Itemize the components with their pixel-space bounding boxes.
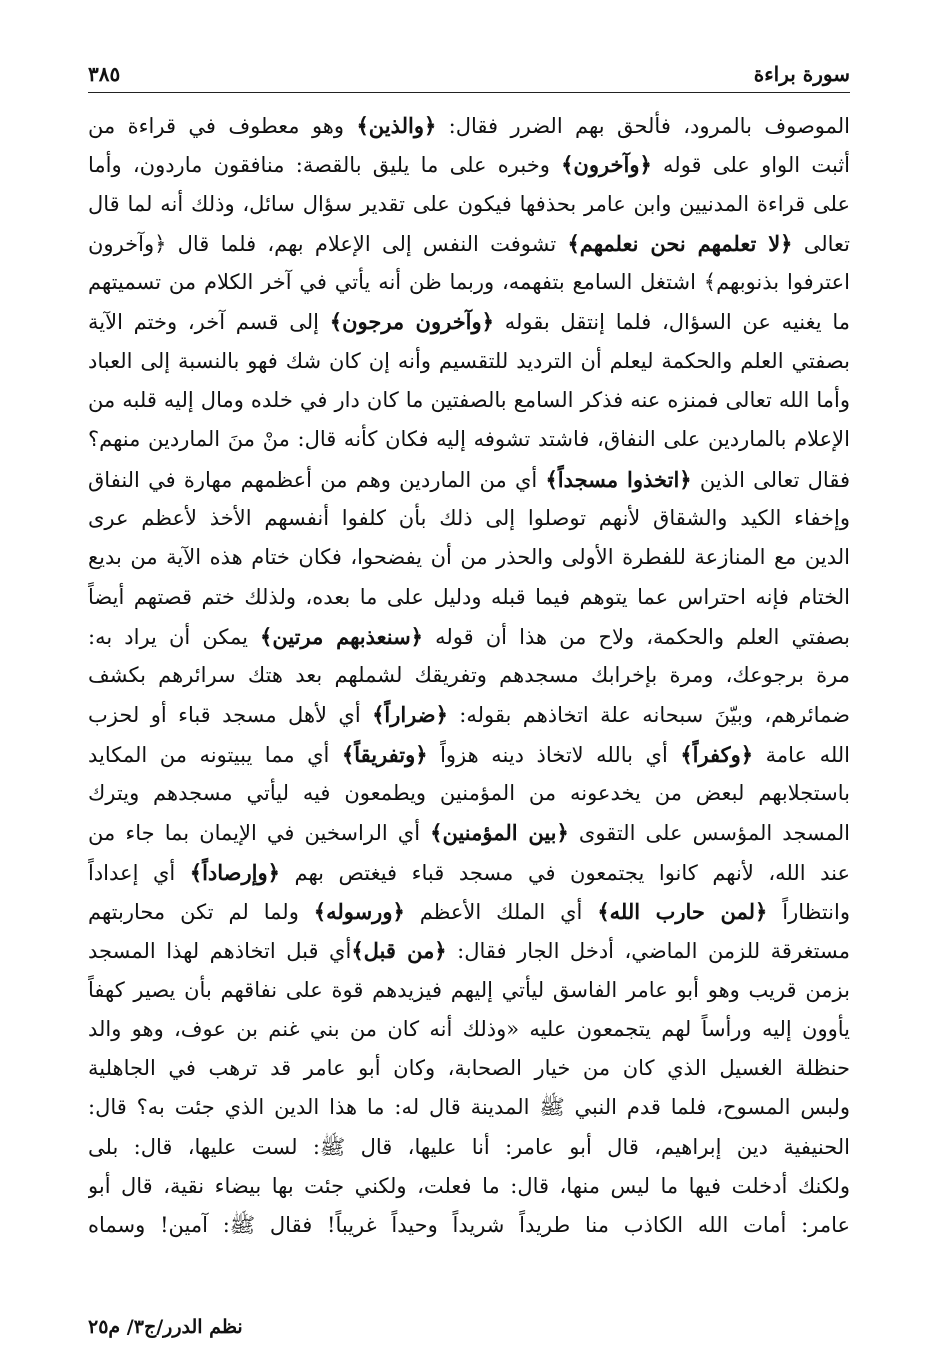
text-line: وإخفاء الكيد والشقاق لأنهم توصلوا إلى ذلك بأن كلفوا أنفسهم الأخذ لأعظم عرى [88,505,850,530]
text-line: ضمائرهم، وبيّنَ سبحانه علة اتخاذهم بقوله: ﴿ضراراً﴾ أي لأهل مسجد قباء أو لحزب [88,702,850,728]
text-line: فقال تعالى الذين ﴿اتخذوا مسجداً﴾ أي من الماردين وهم من أعظمهم مهارة في النفاق [88,466,850,492]
text-line: المسجد المؤسس على التقوى ﴿بين المؤمنين﴾ أي الراسخين في الإيمان بما جاء من [88,820,850,846]
text-line: بصفتي العلم والحكمة، ولاح من هذا أن قوله ﴿سنعذبهم مرتين﴾ يمكن أن يراد به: [88,623,850,649]
text-line: وانتظاراً ﴿لمن حارب الله﴾ أي الملك الأعظم ﴿ورسوله﴾ ولما لم تكن محاربتهم [88,898,850,924]
page-header [88,58,850,93]
text-line: باستجلابهم لبعض من يخدعونه من المؤمنين ويطمعون فيه ليأتي مسجدهم ويترك [88,781,850,806]
text-line: اعترفوا بذنوبهم﴾ اشتغل السامع بتفهمه، وربما ظن أنه يأتي في آخر الكلام من تسميتهم [88,270,850,295]
text-line: تعالى ﴿لا تعلمهم نحن نعلمهم﴾ تشوفت النفس إلى الإعلام بهم، فلما قال ﴿وآخرون [88,230,850,256]
text-line: الموصوف بالمرود، فألحق بهم الضرر فقال: ﴿والذين﴾ وهو معطوف في قراءة من [88,113,850,138]
text-line: أثبت الواو على قوله ﴿وآخرون﴾ وخبره على ما يليق بالقصة: منافقون ماردون، وأما [88,152,850,178]
text-line: عند الله، لأنهم كانوا يجتمعون في مسجد قباء فيغتص بهم ﴿وإرصاداً﴾ أي إعداداً [88,859,850,885]
text-line: ولكنك أدخلت فيها ما ليس منها، قال: ما فعلت، ولكني جئت بها بيضاء نقية، قال أبو [88,1174,850,1199]
text-line: ولبس المسوح، فلما قدم النبي ﷺ المدينة قال له: ما هذا الدين الذي جئت به؟ قال: [88,1095,850,1120]
footer-signature: نظم الدرر/ج٣/ م٢٥ [88,1316,243,1338]
text-line: الله عامة ﴿وكفراً﴾ أي بالله لاتخاذ دينه هزواً ﴿وتفريقاً﴾ أي مما يبيتونه من المكايد [88,741,850,767]
page-number: ٣٨٥ [88,62,121,86]
text-line: عامر: أمات الله الكاذب منا طريداً شريداً وحيداً غريباً! فقال ﷺ: آمين! وسماه [88,1213,850,1238]
text-line: الختام فإنه احتراس عما يتوهم فيما قبله ودليل على ما بعده، ولذلك ختم قصتهم أيضاً [88,584,850,609]
text-line: بزمن قريب وهو أبو عامر الفاسق ليأتي إليهم فيزيدهم قوة على نفاقهم بأن يصير كهفاً [88,977,850,1002]
text-line: مستغرقة للزمن الماضي، أدخل الجار فقال: ﴿من قبل﴾أي قبل اتخاذهم لهذا المسجد [88,938,850,964]
text-line: مرة برجوعك، ومرة بإخرابك مسجدهم وتفريقك لشملهم بعد هتك سرائرهم بكشف [88,663,850,688]
text-line: الدين مع المنازعة للفطرة الأولى والحذر من أن يفضحوا، فكان ختام هذه الآية من بديع [88,545,850,570]
text-line: الحنيفية دين إبراهيم، قال أبو عامر: أنا عليها، قال ﷺ: لست عليها، قال: بلى [88,1134,850,1159]
text-line: وأما الله تعالى فمنزه عنه فذكر السامع بالصفتين ما كان دار في خلده ومال إليه قلبه من [88,388,850,413]
text-line: بصفتي العلم والحكمة ليعلم أن الترديد للتقسيم وأنه إن كان شك فهو بالنسبة إلى العباد [88,348,850,373]
text-line: ما يغنيه عن السؤال، فلما إنتقل بقوله ﴿وآخرون مرجون﴾ إلى قسم آخر، وختم الآية [88,309,850,335]
text-line: على قراءة المدنيين وابن عامر بحذفها فيكون على تقدير سؤال سائل، وذلك أنه لما قال [88,191,850,216]
text-line: يأوون إليه ورأساً لهم يتجمعون عليه «وذلك أنه كان من بني غنم بن عوف، وهو والد [88,1016,850,1041]
text-line: حنظلة الغسيل الذي كان من خيار الصحابة، وكان أبو عامر قد ترهب في الجاهلية [88,1056,850,1081]
text-line: الإعلام بالماردين على النفاق، فاشتد تشوفه إليه فكان كأنه قال: منْ منَ الماردين منهم؟ [88,427,850,452]
surah-title: سورة براءة [753,62,850,86]
body-text [88,106,850,1246]
